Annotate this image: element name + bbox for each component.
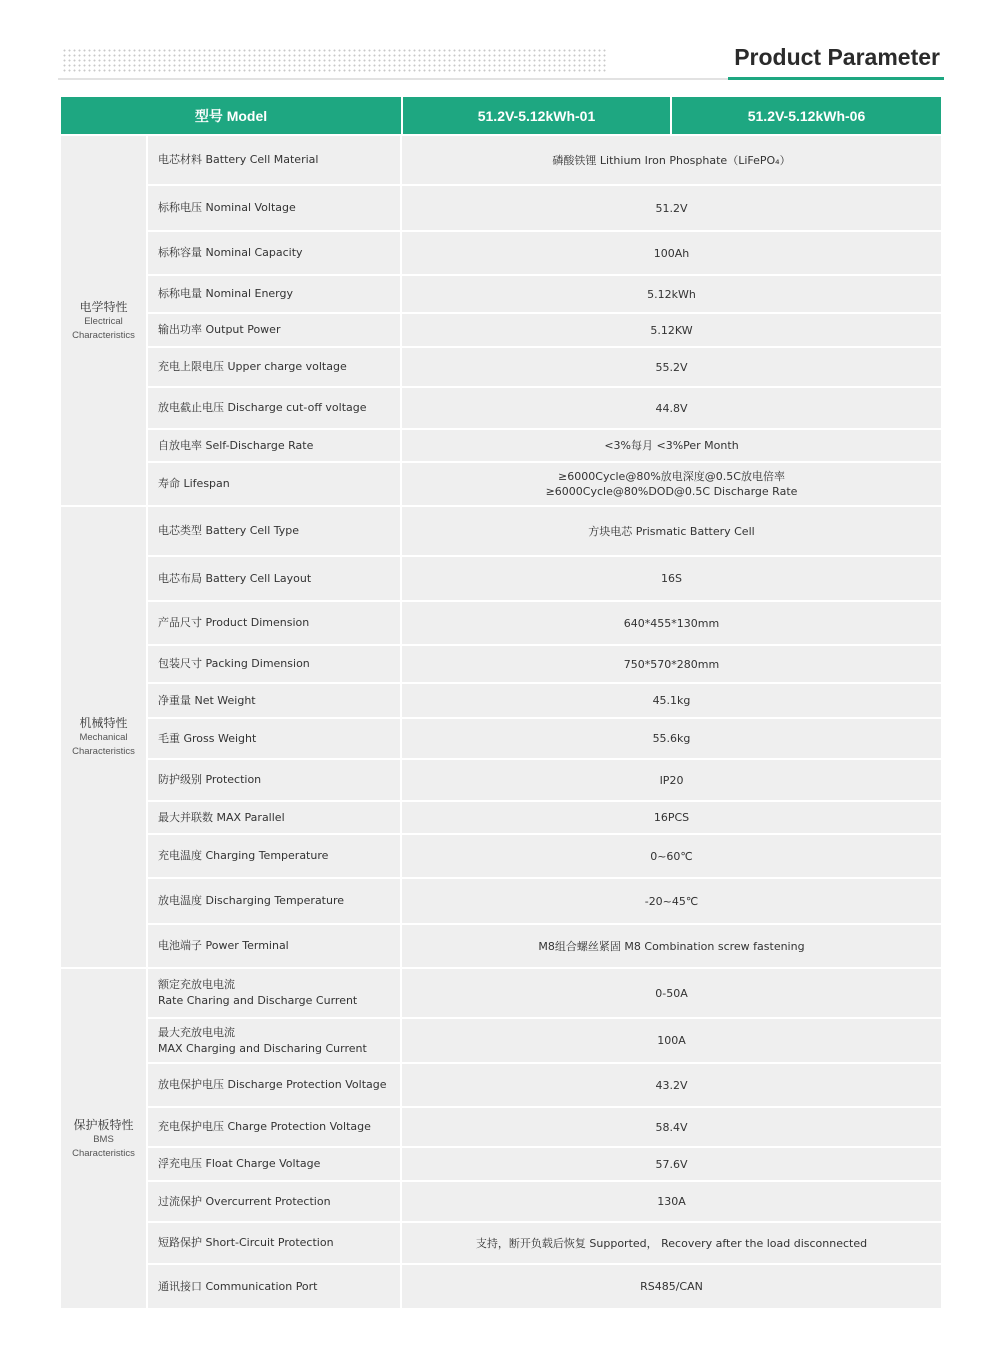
param-value <box>402 136 941 184</box>
category-cell <box>61 136 146 505</box>
param-label <box>148 969 400 1017</box>
param-value <box>402 276 941 312</box>
param-value <box>402 684 941 717</box>
param-value <box>402 969 941 1017</box>
param-value-text: 44.8V <box>655 401 688 415</box>
param-label: 电芯类型 Battery Cell Type <box>148 507 400 555</box>
table-row <box>148 602 941 644</box>
param-label: 产品尺寸 Product Dimension <box>148 602 400 644</box>
param-value <box>402 232 941 274</box>
param-label: 自放电率 Self-Discharge Rate <box>148 430 400 461</box>
param-label: 短路保护 Short-Circuit Protection <box>148 1223 400 1263</box>
param-label: 净重量 Net Weight <box>148 684 400 717</box>
param-label: 电芯材料 Battery Cell Material <box>148 136 400 184</box>
param-label: 电芯布局 Battery Cell Layout <box>148 557 400 600</box>
param-value-text: 方块电芯 Prismatic Battery Cell <box>588 524 755 538</box>
category-name-zh: 电学特性 <box>79 299 128 314</box>
table-row <box>148 1182 941 1221</box>
header-model-2: 51.2V-5.12kWh-06 <box>672 97 941 134</box>
param-value-text: 磷酸铁锂 Lithium Iron Phosphate（LiFePO₄） <box>552 153 791 167</box>
param-label: 电池端子 Power Terminal <box>148 925 400 967</box>
table-row <box>148 1223 941 1263</box>
table-row <box>148 969 941 1017</box>
param-label: 寿命 Lifespan <box>148 463 400 505</box>
param-value-text: 5.12kWh <box>647 287 696 301</box>
param-label: 最大并联数 MAX Parallel <box>148 802 400 833</box>
param-label: 标称容量 Nominal Capacity <box>148 232 400 274</box>
header-model-1: 51.2V-5.12kWh-01 <box>403 97 670 134</box>
param-value-text: <3%每月 <3%Per Month <box>604 439 739 452</box>
param-label: 包装尺寸 Packing Dimension <box>148 646 400 682</box>
table-row <box>148 232 941 274</box>
param-value <box>402 557 941 600</box>
param-value <box>402 507 941 555</box>
table-row <box>148 1064 941 1106</box>
param-value-text: 100A <box>657 1034 686 1047</box>
param-value-text: 支持，断开负载后恢复 Supported， Recovery after the load disconnected <box>475 1236 868 1250</box>
table-header <box>61 97 941 134</box>
section-mechanical <box>61 507 941 967</box>
table-row <box>148 136 941 184</box>
table-row <box>148 1265 941 1308</box>
param-value <box>402 1108 941 1146</box>
param-label-text: 额定充放电电流 <box>158 978 235 991</box>
table-row <box>148 276 941 312</box>
param-value <box>402 463 941 505</box>
param-label: 输出功率 Output Power <box>148 314 400 346</box>
param-value <box>402 1182 941 1221</box>
table-row <box>148 463 941 505</box>
param-label: 防护级别 Protection <box>148 760 400 800</box>
param-value <box>402 1148 941 1180</box>
param-value <box>402 760 941 800</box>
table-row <box>148 557 941 600</box>
param-value-text: 5.12KW <box>650 323 693 337</box>
table-row <box>148 348 941 386</box>
section-electrical <box>61 136 941 505</box>
param-value <box>402 1064 941 1106</box>
param-value-text: 55.6kg <box>652 732 691 745</box>
category-name-en: Characteristics <box>72 329 135 341</box>
param-value-text: -20~45℃ <box>644 894 699 908</box>
param-label: 毛重 Gross Weight <box>148 719 400 758</box>
param-value <box>402 1223 941 1263</box>
param-value-text: 45.1kg <box>652 694 691 707</box>
param-value-text: 51.2V <box>655 201 688 215</box>
table-row <box>148 430 941 461</box>
param-label: 放电截止电压 Discharge cut-off voltage <box>148 388 400 428</box>
category-name-en: BMS <box>93 1133 114 1145</box>
table-row <box>148 925 941 967</box>
param-value-text: 58.4V <box>655 1120 688 1134</box>
category-name-zh: 机械特性 <box>79 716 128 730</box>
param-value <box>402 1265 941 1308</box>
param-value <box>402 314 941 346</box>
table-row <box>148 646 941 682</box>
param-value <box>402 835 941 877</box>
param-value-text: 640*455*130mm <box>623 616 720 630</box>
param-label-text: 最大充放电电流 <box>158 1025 235 1039</box>
param-value-text: 130A <box>657 1195 686 1208</box>
param-value-text: 55.2V <box>655 360 688 374</box>
table-row <box>148 186 941 230</box>
category-name-en: Electrical <box>84 315 123 327</box>
param-value-text: RS485/CAN <box>640 1280 703 1293</box>
param-value-text: 57.6V <box>655 1157 688 1171</box>
table-row <box>148 684 941 717</box>
header-accent-bar <box>728 77 944 80</box>
table-row <box>148 1148 941 1180</box>
param-value <box>402 186 941 230</box>
param-value <box>402 1019 941 1062</box>
category-cell <box>61 969 146 1308</box>
param-value-text: 43.2V <box>655 1078 688 1092</box>
param-label: 充电保护电压 Charge Protection Voltage <box>148 1108 400 1146</box>
category-name-en: Characteristics <box>72 1147 135 1159</box>
param-value-text: 0~60℃ <box>650 849 693 863</box>
param-value <box>402 348 941 386</box>
param-label: 过流保护 Overcurrent Protection <box>148 1182 400 1221</box>
param-label: 充电上限电压 Upper charge voltage <box>148 348 400 386</box>
section-bms <box>61 969 941 1308</box>
table-row <box>148 760 941 800</box>
category-name-en: Mechanical <box>79 732 128 743</box>
param-label: 放电温度 Discharging Temperature <box>148 879 400 923</box>
param-label-text: Rate Charing and Discharge Current <box>158 994 358 1007</box>
param-value <box>402 925 941 967</box>
table-row <box>148 388 941 428</box>
table-row <box>148 1019 941 1062</box>
param-value <box>402 430 941 461</box>
param-value-text: ≥6000Cycle@80%放电深度@0.5C放电倍率 <box>558 470 785 483</box>
param-label: 浮充电压 Float Charge Voltage <box>148 1148 400 1180</box>
table-row <box>148 879 941 923</box>
category-cell <box>61 507 146 967</box>
param-value-text: ≥6000Cycle@80%DOD@0.5C Discharge Rate <box>545 485 798 498</box>
table-row <box>148 835 941 877</box>
param-value <box>402 719 941 758</box>
table-row <box>148 507 941 555</box>
param-label <box>148 1019 400 1062</box>
table-row <box>148 719 941 758</box>
dot-pattern <box>62 48 608 74</box>
param-label: 放电保护电压 Discharge Protection Voltage <box>148 1064 400 1106</box>
table-row <box>148 802 941 833</box>
parameter-table <box>61 97 941 1308</box>
param-value-text: 100Ah <box>653 246 690 260</box>
category-name-zh: 保护板特性 <box>73 1117 134 1132</box>
param-label: 标称电量 Nominal Energy <box>148 276 400 312</box>
param-value <box>402 602 941 644</box>
param-value-text: 16S <box>661 572 682 585</box>
param-value-text: 16PCS <box>653 811 690 824</box>
category-name-en: Characteristics <box>72 746 135 757</box>
param-value-text: 0-50A <box>655 986 688 1000</box>
param-label: 标称电压 Nominal Voltage <box>148 186 400 230</box>
param-value <box>402 879 941 923</box>
param-value <box>402 802 941 833</box>
param-value <box>402 646 941 682</box>
param-label: 充电温度 Charging Temperature <box>148 835 400 877</box>
page-title: Product Parameter <box>734 44 940 70</box>
table-row <box>148 1108 941 1146</box>
param-value <box>402 388 941 428</box>
param-label-text: MAX Charging and Discharing Current <box>158 1041 367 1055</box>
param-value-text: 750*570*280mm <box>623 657 720 671</box>
param-label: 通讯接口 Communication Port <box>148 1265 400 1308</box>
param-value-text: M8组合螺丝紧固 M8 Combination screw fastening <box>538 939 805 953</box>
param-value-text: IP20 <box>659 773 684 787</box>
table-row <box>148 314 941 346</box>
header-model: 型号 Model <box>61 97 401 134</box>
